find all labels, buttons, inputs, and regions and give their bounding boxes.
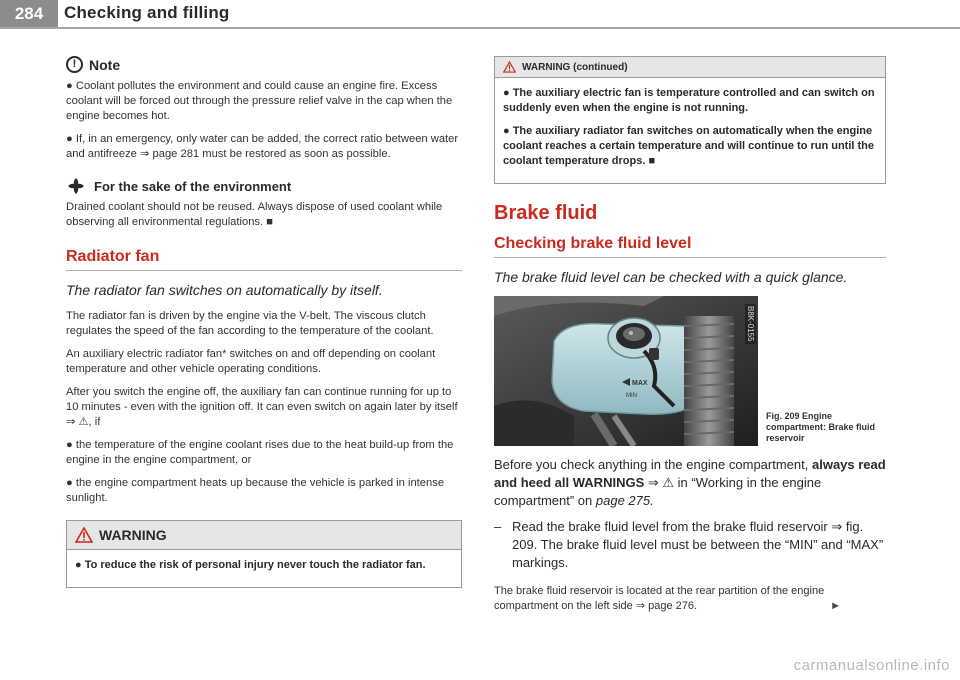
warning-triangle-icon bbox=[503, 61, 516, 73]
figure-code: B8K-0155 bbox=[746, 306, 755, 342]
checking-lead: The brake fluid level can be checked with a quick glance. bbox=[494, 269, 848, 285]
warning-continued-label: WARNING (continued) bbox=[522, 61, 628, 73]
header-rule bbox=[0, 27, 960, 29]
left-column bbox=[66, 56, 462, 588]
warning-body bbox=[67, 550, 461, 587]
brake-fluid-reservoir-photo bbox=[494, 296, 758, 446]
step-read-level: – Read the brake fluid level from the brake fluid reservoir ⇒ fig. 209. The brake fluid level must be between the “MIN” and “MAX” markings. bbox=[494, 519, 884, 570]
warning-bullet: ● To reduce the risk of personal injury never touch the radiator fan. bbox=[75, 559, 426, 571]
reservoir-location-note: The brake fluid reservoir is located at the rear partition of the engine compartment on the left side ⇒ page 276. ► bbox=[494, 585, 842, 612]
leaf-environment-icon bbox=[66, 176, 86, 196]
min-marking-label: MIN bbox=[626, 393, 637, 399]
note-bullet-2: ● If, in an emergency, only water can be added, the correct ratio between water and antifreeze ⇒ page 281 must be restored as soon as possible. bbox=[66, 133, 459, 160]
note-bullet-1: ● Coolant pollutes the environment and could cause an engine fire. Excess coolant will be forced out through the pressure relief valve in the cap when the engine becomes hot. bbox=[66, 80, 453, 122]
right-column bbox=[494, 56, 886, 622]
figure-row bbox=[494, 296, 886, 446]
section-title: Checking and filling bbox=[64, 3, 230, 22]
environment-heading bbox=[66, 176, 462, 196]
exclamation-circle-icon: ! bbox=[66, 56, 83, 73]
warning-continued-bullet-2: ● The auxiliary radiator fan switches on automatically when the engine coolant reaches a certain temperature and will continue to run until the coolant temperature drops. ■ bbox=[503, 125, 875, 167]
continue-arrow-icon: ► bbox=[830, 600, 842, 612]
max-marking-label: MAX bbox=[632, 380, 648, 387]
step-dash: – bbox=[494, 519, 502, 534]
warning-triangle-icon bbox=[75, 527, 93, 543]
radiator-bullet-1: ● the temperature of the engine coolant rises due to the heat build-up from the engine in the engine compartment, or bbox=[66, 439, 454, 466]
warning-continued-box bbox=[494, 56, 886, 184]
engine-compartment-illustration bbox=[494, 296, 758, 446]
radiator-paragraph-3: After you switch the engine off, the auxiliary fan can continue running for up to 10 minutes - even with the ignition off. It can even switch on again later by itself ⇒ ⚠, if bbox=[66, 386, 458, 428]
page-number: 284 bbox=[0, 0, 58, 28]
checking-heading-rule bbox=[494, 257, 886, 258]
warning-continued-bullet-1: ● The auxiliary electric fan is temperature controlled and can switch on suddenly even when the engine is not running. bbox=[503, 87, 875, 114]
warning-continued-header bbox=[495, 57, 885, 78]
warning-continued-body bbox=[495, 78, 885, 183]
brake-fluid-heading: Brake fluid bbox=[494, 202, 598, 224]
radiator-lead: The radiator fan switches on automatically by itself. bbox=[66, 282, 383, 298]
checking-brake-fluid-heading: Checking brake fluid level bbox=[494, 235, 692, 252]
warning-box bbox=[66, 520, 462, 588]
note-title: Note bbox=[89, 56, 121, 73]
page-header bbox=[0, 0, 960, 36]
radiator-bullet-2: ● the engine compartment heats up because the vehicle is parked in intense sunlight. bbox=[66, 477, 445, 504]
figure-caption: Fig. 209 Engine compartment: Brake fluid reservoir bbox=[766, 411, 876, 443]
radiator-paragraph-2: An auxiliary electric radiator fan* switches on and off depending on coolant temperature and other vehicle operating conditions. bbox=[66, 348, 436, 375]
check-paragraph: Before you check anything in the engine compartment, always read and heed all WARNINGS ⇒ ⚠ in “Working in the engine compartment” on page 275. bbox=[494, 457, 886, 508]
radiator-paragraph-1: The radiator fan is driven by the engine via the V-belt. The viscous clutch regulates the speed of the fan according to the temperature of the coolant. bbox=[66, 310, 434, 337]
note-heading bbox=[66, 56, 462, 73]
watermark: carmanualsonline.info bbox=[793, 657, 950, 674]
radiator-heading-rule bbox=[66, 270, 462, 271]
environment-title: For the sake of the environment bbox=[94, 178, 292, 194]
warning-label: WARNING bbox=[99, 527, 167, 543]
radiator-fan-heading: Radiator fan bbox=[66, 248, 160, 265]
warning-header bbox=[67, 521, 461, 550]
environment-text: Drained coolant should not be reused. Always dispose of used coolant while observing all environmental regulations. ■ bbox=[66, 201, 443, 228]
